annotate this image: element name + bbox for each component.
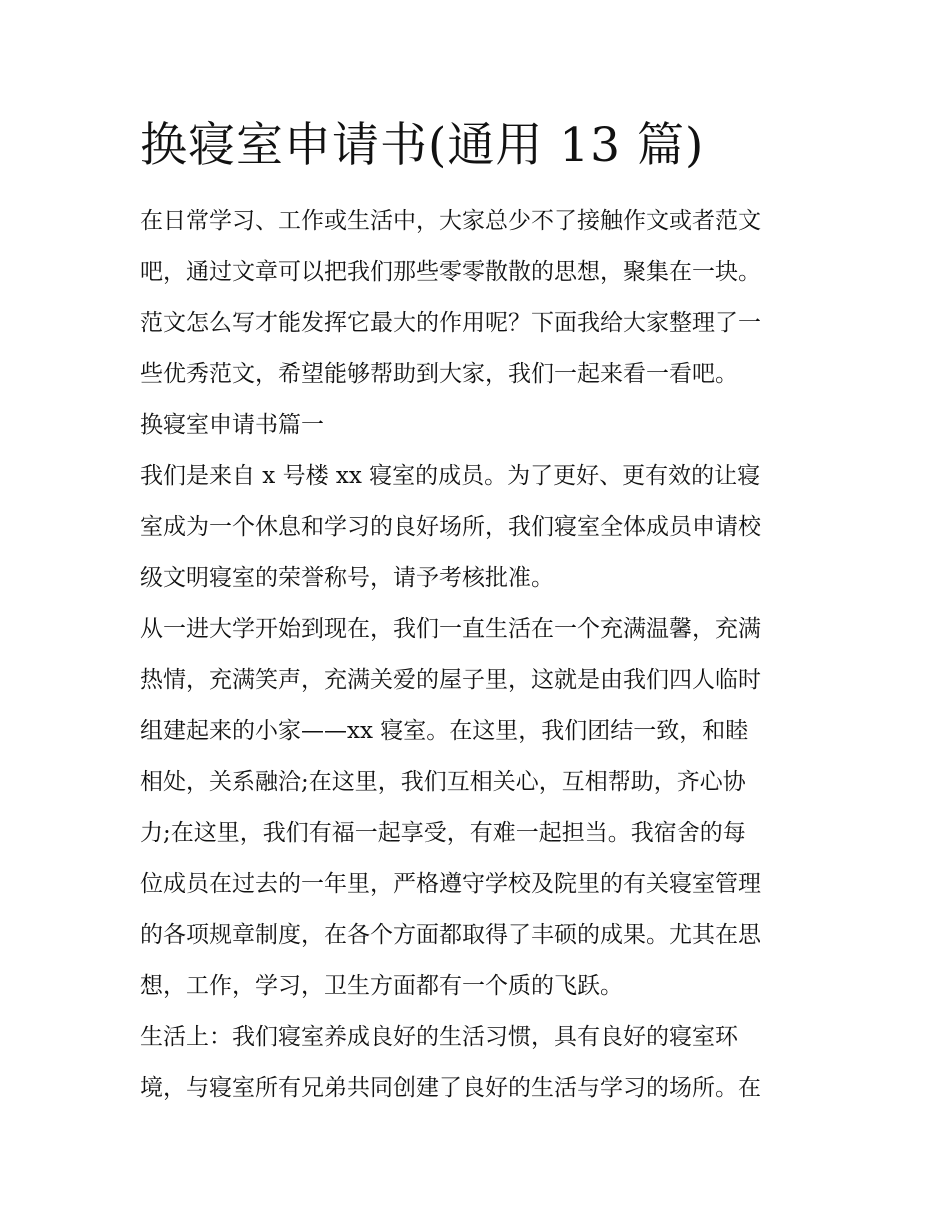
paragraph-2-line-5: 力;在这里，我们有福一起享受，有难一起担当。我宿舍的每 [140, 820, 746, 846]
intro-line-4: 些优秀范文，希望能够帮助到大家，我们一起来看一看吧。 [140, 361, 738, 387]
paragraph-2-line-3: 组建起来的小家——xx 寝室。在这里，我们团结一致，和睦 [140, 718, 749, 744]
intro-line-1: 在日常学习、工作或生活中，大家总少不了接触作文或者范文 [140, 208, 761, 234]
paragraph-3-line-2: 境，与寝室所有兄弟共同创建了良好的生活与学习的场所。在 [140, 1075, 761, 1101]
document-title: 换寝室申请书(通用 13 篇) [140, 118, 705, 173]
paragraph-2-line-6: 位成员在过去的一年里，严格遵守学校及院里的有关寝室管理 [140, 871, 761, 897]
paragraph-1-line-3: 级文明寝室的荣誉称号，请予考核批准。 [140, 565, 554, 591]
document-body [140, 196, 812, 1114]
section-heading: 换寝室申请书篇一 [140, 412, 324, 438]
paragraph-3-line-1: 生活上：我们寝室养成良好的生活习惯，具有良好的寝室环 [140, 1024, 738, 1050]
paragraph-2-line-7: 的各项规章制度，在各个方面都取得了丰硕的成果。尤其在思 [140, 922, 761, 948]
paragraph-1-line-2: 室成为一个休息和学习的良好场所，我们寝室全体成员申请校 [140, 514, 761, 540]
intro-line-3: 范文怎么写才能发挥它最大的作用呢？下面我给大家整理了一 [140, 310, 761, 336]
paragraph-1-line-1: 我们是来自 x 号楼 xx 寝室的成员。为了更好、更有效的让寝 [140, 463, 761, 489]
paragraph-2-line-8: 想，工作，学习，卫生方面都有一个质的飞跃。 [140, 973, 623, 999]
paragraph-2-line-2: 热情，充满笑声，充满关爱的屋子里，这就是由我们四人临时 [140, 667, 761, 693]
paragraph-2-line-4: 相处，关系融洽;在这里，我们互相关心，互相帮助，齐心协 [140, 769, 746, 795]
paragraph-2-line-1: 从一进大学开始到现在，我们一直生活在一个充满温馨，充满 [140, 616, 761, 642]
intro-line-2: 吧，通过文章可以把我们那些零零散散的思想，聚集在一块。 [140, 259, 761, 285]
